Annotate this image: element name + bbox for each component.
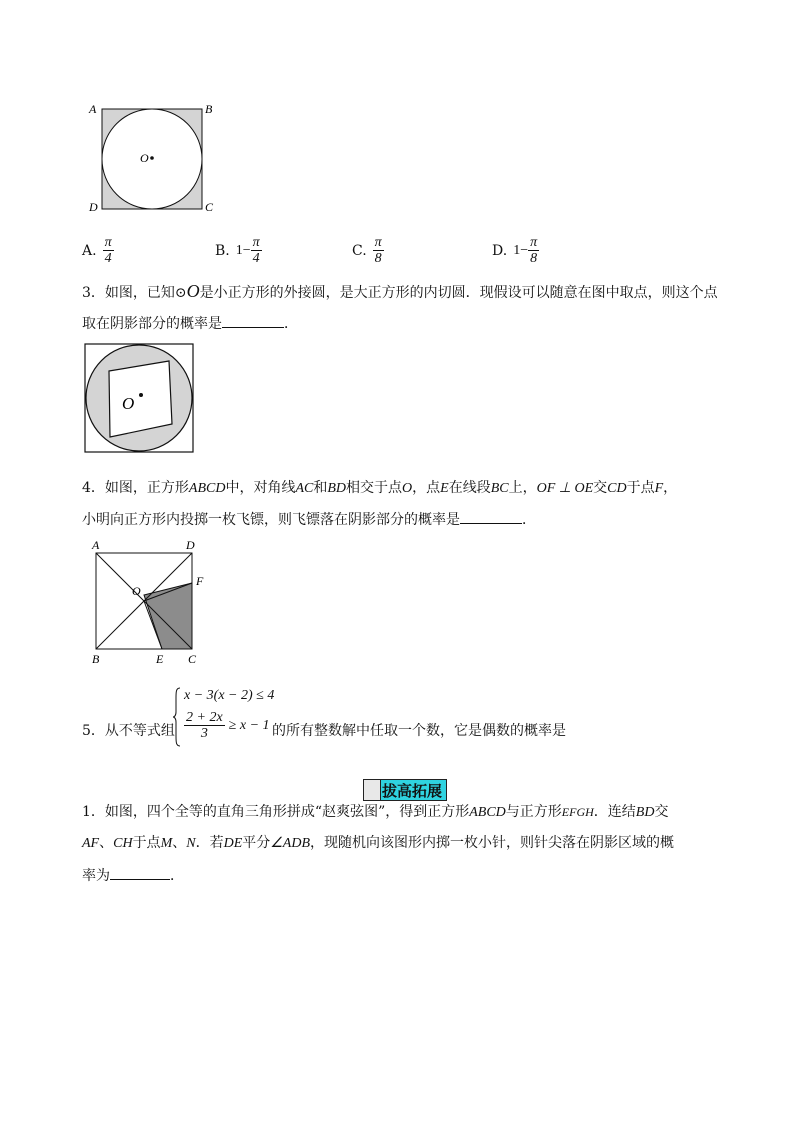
option-d: D. 1− $\frac{\pi}{8}$ — [492, 235, 538, 266]
answer-blank[interactable] — [222, 327, 284, 328]
inequality-2: $\frac{2 + 2x}{3}$ ≥ x − 1 — [186, 710, 270, 741]
inner-square — [109, 361, 172, 437]
answer-blank[interactable] — [110, 879, 170, 880]
label-a: A — [92, 538, 100, 552]
label-o: O — [122, 394, 135, 413]
section-title: 拔高拓展 — [381, 782, 442, 800]
inequality-1: x − 3(x − 2) ≤ 4 — [184, 688, 275, 703]
section-title-badge — [363, 779, 447, 801]
e1-line1: 1．如图，四个全等的直角三角形拼成“赵爽弦图”，得到正方形ABCD与正方形EFGH．连结BD交 — [82, 804, 669, 820]
e1-line2: AF、CH于点M、N．若DE平分∠ADB，现随机向该图形内掷一枚小针，则针尖落在阴影区域的概 — [82, 835, 675, 851]
figure-nested-squares-circle — [84, 343, 196, 455]
q4-line2: 小明向正方形内投掷一枚飞镖，则飞镖落在阴影部分的概率是 ． — [82, 512, 536, 528]
label-c: C — [205, 200, 214, 214]
q4-line1: 4．如图，正方形ABCD中，对角线AC和BD相交于点O，点E在线段BC上，OF ⊥ OE交CD于点F， — [82, 480, 678, 496]
figure-square-inscribed-circle — [85, 95, 225, 220]
label-o: O — [132, 584, 141, 598]
center-point — [139, 393, 143, 397]
option-c: C. $\frac{\pi}{8}$ — [352, 235, 382, 266]
label-o: O — [140, 151, 149, 165]
center-point — [150, 156, 154, 160]
answer-blank[interactable] — [460, 523, 522, 524]
q3-line2: 取在阴影部分的概率是 ． — [82, 316, 298, 332]
label-a: A — [89, 102, 97, 116]
label-f: F — [196, 574, 204, 588]
left-brace — [172, 686, 182, 748]
label-b: B — [205, 102, 213, 116]
e1-line3: 率为 ． — [82, 868, 184, 884]
q5-prefix: 5．从不等式组 — [82, 723, 175, 739]
option-b: B. 1− $\frac{\pi}{4}$ — [215, 235, 260, 266]
shaded-region — [144, 583, 192, 649]
option-d-fraction: $\frac{\pi}{8}$ — [530, 235, 538, 266]
option-b-fraction: $\frac{\pi}{4}$ — [252, 235, 260, 266]
figure-square-diagonals — [86, 537, 208, 667]
option-a: A. $\frac{\pi}{4}$ — [82, 235, 112, 266]
q3-line1: 3．如图，已知⊙O是小正方形的外接圆，是大正方形的内切圆．现假设可以随意在图中取点，则这个点 — [82, 281, 718, 301]
label-d: D — [89, 200, 98, 214]
q5-suffix: 的所有整数解中任取一个数，它是偶数的概率是 — [272, 723, 566, 739]
option-a-fraction: $\frac{\pi}{4}$ — [104, 235, 112, 266]
label-c: C — [188, 652, 197, 666]
badge-lead-box — [364, 780, 381, 800]
label-b: B — [92, 652, 100, 666]
label-e: E — [156, 652, 164, 666]
label-d: D — [186, 538, 195, 552]
option-c-fraction: $\frac{\pi}{8}$ — [374, 235, 382, 266]
